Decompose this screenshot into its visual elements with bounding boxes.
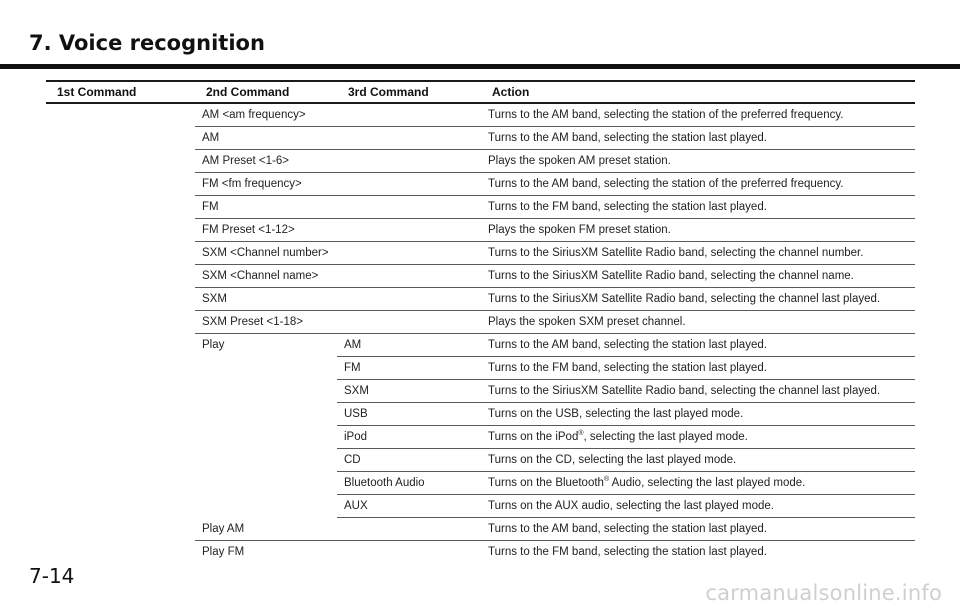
second-command-cell: AM Preset <1-6> [195, 150, 481, 173]
second-command-cell: AM <am frequency> [195, 103, 481, 127]
action-cell: Turns to the SiriusXM Satellite Radio band, selecting the channel last played. [481, 288, 915, 311]
column-header-1st-command: 1st Command [46, 82, 195, 103]
title-divider [0, 64, 960, 69]
action-cell: Turns to the SiriusXM Satellite Radio band, selecting the channel name. [481, 265, 915, 288]
action-cell: Turns on the CD, selecting the last played mode. [481, 449, 915, 472]
third-command-cell: CD [337, 449, 481, 472]
second-command-cell [195, 426, 337, 449]
action-cell: Turns to the AM band, selecting the station of the preferred frequency. [481, 173, 915, 196]
second-command-cell: FM Preset <1-12> [195, 219, 481, 242]
second-command-cell: SXM Preset <1-18> [195, 311, 481, 334]
table-header-row [46, 82, 915, 103]
first-command-cell [46, 103, 195, 563]
second-command-cell: Play AM [195, 518, 481, 541]
second-command-cell: SXM [195, 288, 481, 311]
third-command-cell: AM [337, 334, 481, 357]
second-command-cell [195, 472, 337, 495]
action-text: Audio, selecting the last played mode. [609, 477, 806, 489]
action-cell: Turns on the AUX audio, selecting the last played mode. [481, 495, 915, 518]
second-command-cell: Play [195, 334, 337, 357]
command-table-container [46, 80, 915, 560]
action-cell: Turns to the FM band, selecting the station last played. [481, 196, 915, 219]
second-command-cell [195, 380, 337, 403]
action-cell: Plays the spoken FM preset station. [481, 219, 915, 242]
action-text: , selecting the last played mode. [583, 431, 748, 443]
action-cell: Turns to the FM band, selecting the station last played. [481, 357, 915, 380]
second-command-cell: SXM <Channel name> [195, 265, 481, 288]
action-text: Turns on the iPod [488, 431, 579, 443]
second-command-cell [195, 357, 337, 380]
column-header-action: Action [481, 82, 915, 103]
action-cell [481, 472, 915, 495]
third-command-cell: iPod [337, 426, 481, 449]
action-cell: Turns to the AM band, selecting the station of the preferred frequency. [481, 103, 915, 127]
action-cell: Turns to the AM band, selecting the station last played. [481, 127, 915, 150]
second-command-cell: AM [195, 127, 481, 150]
third-command-cell: SXM [337, 380, 481, 403]
column-header-2nd-command: 2nd Command [195, 82, 337, 103]
third-command-cell: AUX [337, 495, 481, 518]
action-cell: Turns to the FM band, selecting the station last played. [481, 541, 915, 564]
action-cell: Plays the spoken SXM preset channel. [481, 311, 915, 334]
action-cell [481, 426, 915, 449]
third-command-cell: Bluetooth Audio [337, 472, 481, 495]
second-command-cell: FM [195, 196, 481, 219]
second-command-cell: Play FM [195, 541, 481, 564]
third-command-cell: USB [337, 403, 481, 426]
page-number: 7-14 [29, 564, 75, 588]
second-command-cell [195, 403, 337, 426]
second-command-cell: SXM <Channel number> [195, 242, 481, 265]
registered-mark: ® [578, 430, 584, 438]
watermark: carmanualsonline.info [705, 581, 942, 605]
action-cell: Turns to the SiriusXM Satellite Radio band, selecting the channel number. [481, 242, 915, 265]
action-cell: Turns on the USB, selecting the last played mode. [481, 403, 915, 426]
action-cell: Turns to the AM band, selecting the station last played. [481, 334, 915, 357]
voice-command-table [46, 82, 915, 563]
table-row [46, 103, 915, 127]
action-text: Turns on the Bluetooth [488, 477, 604, 489]
third-command-cell: FM [337, 357, 481, 380]
action-cell: Turns to the AM band, selecting the station last played. [481, 518, 915, 541]
page-title: 7. Voice recognition [29, 31, 265, 55]
action-cell: Turns to the SiriusXM Satellite Radio band, selecting the channel last played. [481, 380, 915, 403]
column-header-3rd-command: 3rd Command [337, 82, 481, 103]
second-command-cell [195, 449, 337, 472]
registered-mark: ® [603, 476, 610, 484]
second-command-cell: FM <fm frequency> [195, 173, 481, 196]
action-cell: Plays the spoken AM preset station. [481, 150, 915, 173]
second-command-cell [195, 495, 337, 518]
